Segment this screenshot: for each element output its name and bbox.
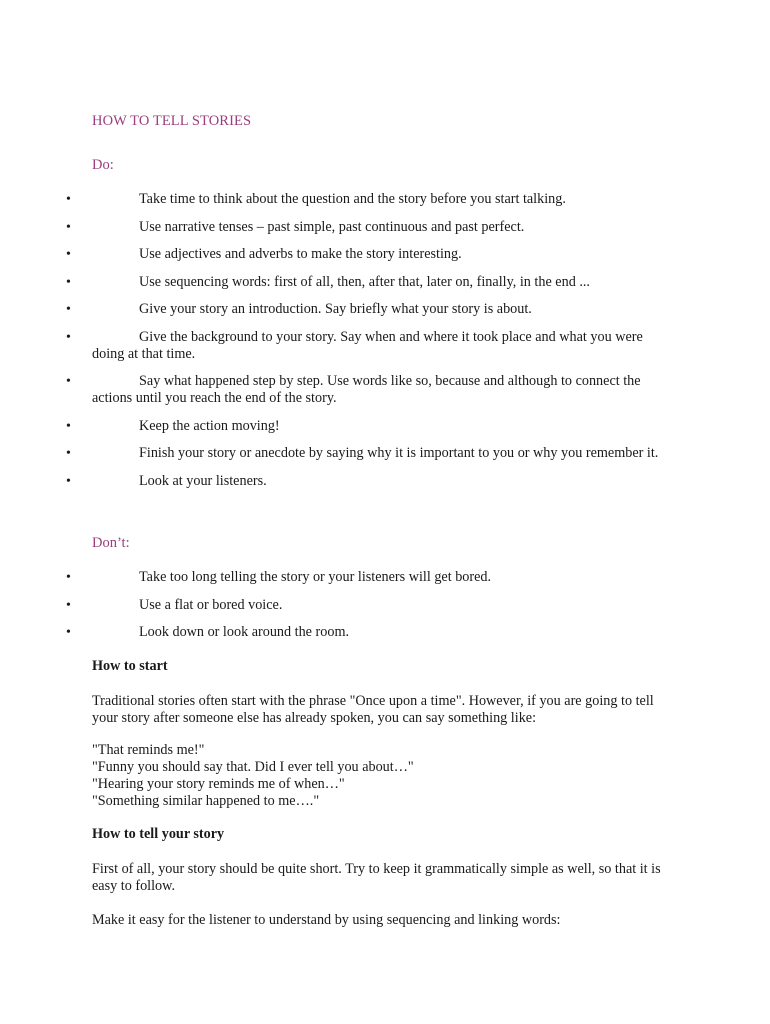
- bullet-icon: •: [66, 302, 71, 317]
- how-to-start-paragraph: Traditional stories often start with the phrase "Once upon a time". However, if you are going to tell your story after someone else has already spoken, you can say something like:: [92, 693, 654, 726]
- example-phrases: [92, 742, 682, 810]
- list-item-text: Use narrative tenses – past simple, past continuous and past perfect.: [139, 218, 525, 235]
- bullet-icon: •: [66, 219, 71, 235]
- do-list-item: [0, 246, 672, 263]
- list-item-text: Give your story an introduction. Say briefly what your story is about.: [139, 301, 532, 317]
- list-item-text: Look at your listeners.: [139, 472, 267, 489]
- list-item-text: Say what happened step by step. Use words like so, because and although to connect the actions until you reach the end of the story.: [92, 373, 641, 406]
- how-to-tell-paragraph-2: Make it easy for the listener to understand by using sequencing and linking words:: [92, 912, 561, 928]
- bullet-icon: •: [66, 192, 71, 207]
- bullet-icon: •: [66, 418, 71, 434]
- dont-list: [0, 569, 770, 652]
- list-item-text: Use adjectives and adverbs to make the story interesting.: [139, 246, 462, 262]
- document-title: HOW TO TELL STORIES: [92, 113, 252, 129]
- do-list-item: [0, 301, 672, 318]
- dont-list-item: [0, 624, 672, 641]
- do-list-item: [0, 274, 672, 291]
- how-to-tell-heading: How to tell your story: [92, 826, 225, 842]
- dont-list-item: [0, 597, 672, 614]
- list-item-text: Use sequencing words: first of all, then, after that, later on, finally, in the end ...: [139, 273, 590, 290]
- do-list-item: [0, 329, 672, 363]
- bullet-icon: •: [66, 473, 71, 489]
- example-phrase: "Funny you should say that. Did I ever tell you about…": [92, 759, 414, 775]
- do-list-item: [0, 219, 672, 236]
- list-item-text: Take too long telling the story or your listeners will get bored.: [139, 569, 492, 585]
- do-section-label: Do:: [92, 157, 114, 173]
- bullet-icon: •: [66, 625, 71, 640]
- bullet-icon: •: [66, 329, 71, 345]
- dont-list-item: [0, 569, 672, 586]
- bullet-icon: •: [66, 570, 71, 585]
- list-item-text: Keep the action moving!: [139, 417, 280, 434]
- list-item-text: Look down or look around the room.: [139, 624, 350, 640]
- bullet-icon: •: [66, 597, 71, 613]
- do-list-item: [0, 473, 672, 490]
- example-phrase: "Something similar happened to me….": [92, 793, 320, 809]
- bullet-icon: •: [66, 274, 71, 290]
- list-item-text: Finish your story or anecdote by saying why it is important to you or why you remember it.: [139, 445, 659, 461]
- bullet-icon: •: [66, 247, 71, 262]
- do-list-item: [0, 373, 672, 407]
- example-phrase: "Hearing your story reminds me of when…": [92, 776, 345, 792]
- bullet-icon: •: [66, 446, 71, 461]
- how-to-start-heading: How to start: [92, 658, 168, 674]
- do-list-item: [0, 191, 672, 208]
- list-item-text: Use a flat or bored voice.: [139, 596, 283, 613]
- list-item-text: Take time to think about the question and the story before you start talking.: [139, 191, 566, 207]
- example-phrase: "That reminds me!": [92, 742, 205, 758]
- list-item-text: Give the background to your story. Say when and where it took place and what you were doing at that time.: [92, 328, 643, 362]
- how-to-tell-paragraph: First of all, your story should be quite short. Try to keep it grammatically simple as well, so that it is easy to follow.: [92, 861, 661, 894]
- do-list-item: [0, 445, 672, 462]
- dont-section-label: Don’t:: [92, 535, 130, 551]
- do-list: [0, 191, 770, 500]
- do-list-item: [0, 418, 672, 435]
- bullet-icon: •: [66, 374, 71, 389]
